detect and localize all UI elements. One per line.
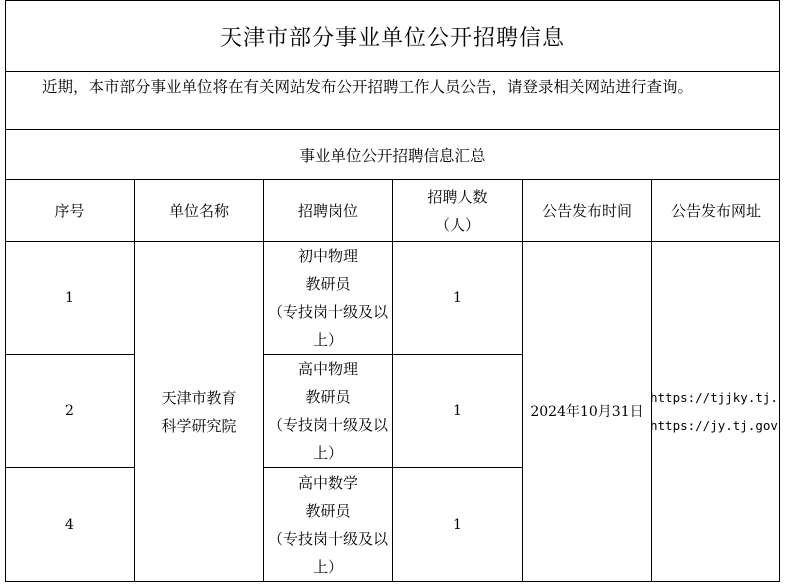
header-count-line1: 招聘人数 — [427, 187, 488, 206]
row-1-position-line1: 初中物理 — [297, 247, 358, 265]
row-1-position-line2: 教研员 — [305, 275, 351, 293]
row-2-position-line2: 教研员 — [305, 388, 351, 406]
header-count-line2: （人） — [434, 215, 480, 234]
table-caption: 事业单位公开招聘信息汇总 — [299, 146, 486, 165]
header-count — [393, 180, 522, 241]
row-3-position-line2: 教研员 — [305, 501, 351, 520]
row-1-index: 1 — [65, 290, 74, 306]
row-2-position — [264, 355, 392, 467]
announcement-urls — [650, 384, 786, 440]
unit-name-line2: 科学研究院 — [161, 416, 237, 435]
row-3-position — [264, 468, 392, 581]
row-2-position-line4: 上） — [312, 444, 343, 462]
header-site: 公告发布网址 — [670, 201, 761, 220]
unit-name-line1: 天津市教育 — [161, 388, 237, 407]
row-2-position-line3: （专技岗十级及以 — [267, 416, 388, 434]
url-link-1[interactable]: https://tjjky.tj. — [650, 390, 778, 405]
row-2-index: 2 — [65, 403, 74, 419]
row-3-index: 4 — [65, 516, 74, 533]
row-1-position-line4: 上） — [312, 331, 343, 349]
row-3-position-line3: （专技岗十级及以 — [267, 529, 388, 548]
header-date: 公告发布时间 — [541, 201, 632, 220]
unit-name — [135, 242, 263, 581]
row-1-position — [264, 242, 392, 354]
page-title: 天津市部分事业单位公开招聘信息 — [219, 25, 565, 51]
header-unit: 单位名称 — [168, 201, 229, 220]
row-2-position-line1: 高中物理 — [297, 360, 358, 378]
header-index: 序号 — [54, 201, 85, 220]
row-1-count: 1 — [453, 290, 462, 306]
row-1-position-line3: （专技岗十级及以 — [267, 303, 388, 321]
row-3-position-line4: 上） — [312, 557, 343, 576]
row-2-count: 1 — [453, 403, 462, 419]
intro-paragraph: 近期，本市部分事业单位将在有关网站发布公开招聘工作人员公告，请登录相关网站进行查询。 — [42, 78, 694, 96]
row-3-position-line1: 高中数学 — [297, 473, 358, 492]
publish-date: 2024年10月31日 — [530, 403, 644, 420]
url-link-2[interactable]: https://jy.tj.gov — [650, 418, 778, 433]
row-3-count: 1 — [453, 516, 462, 533]
header-position: 招聘岗位 — [297, 201, 358, 220]
